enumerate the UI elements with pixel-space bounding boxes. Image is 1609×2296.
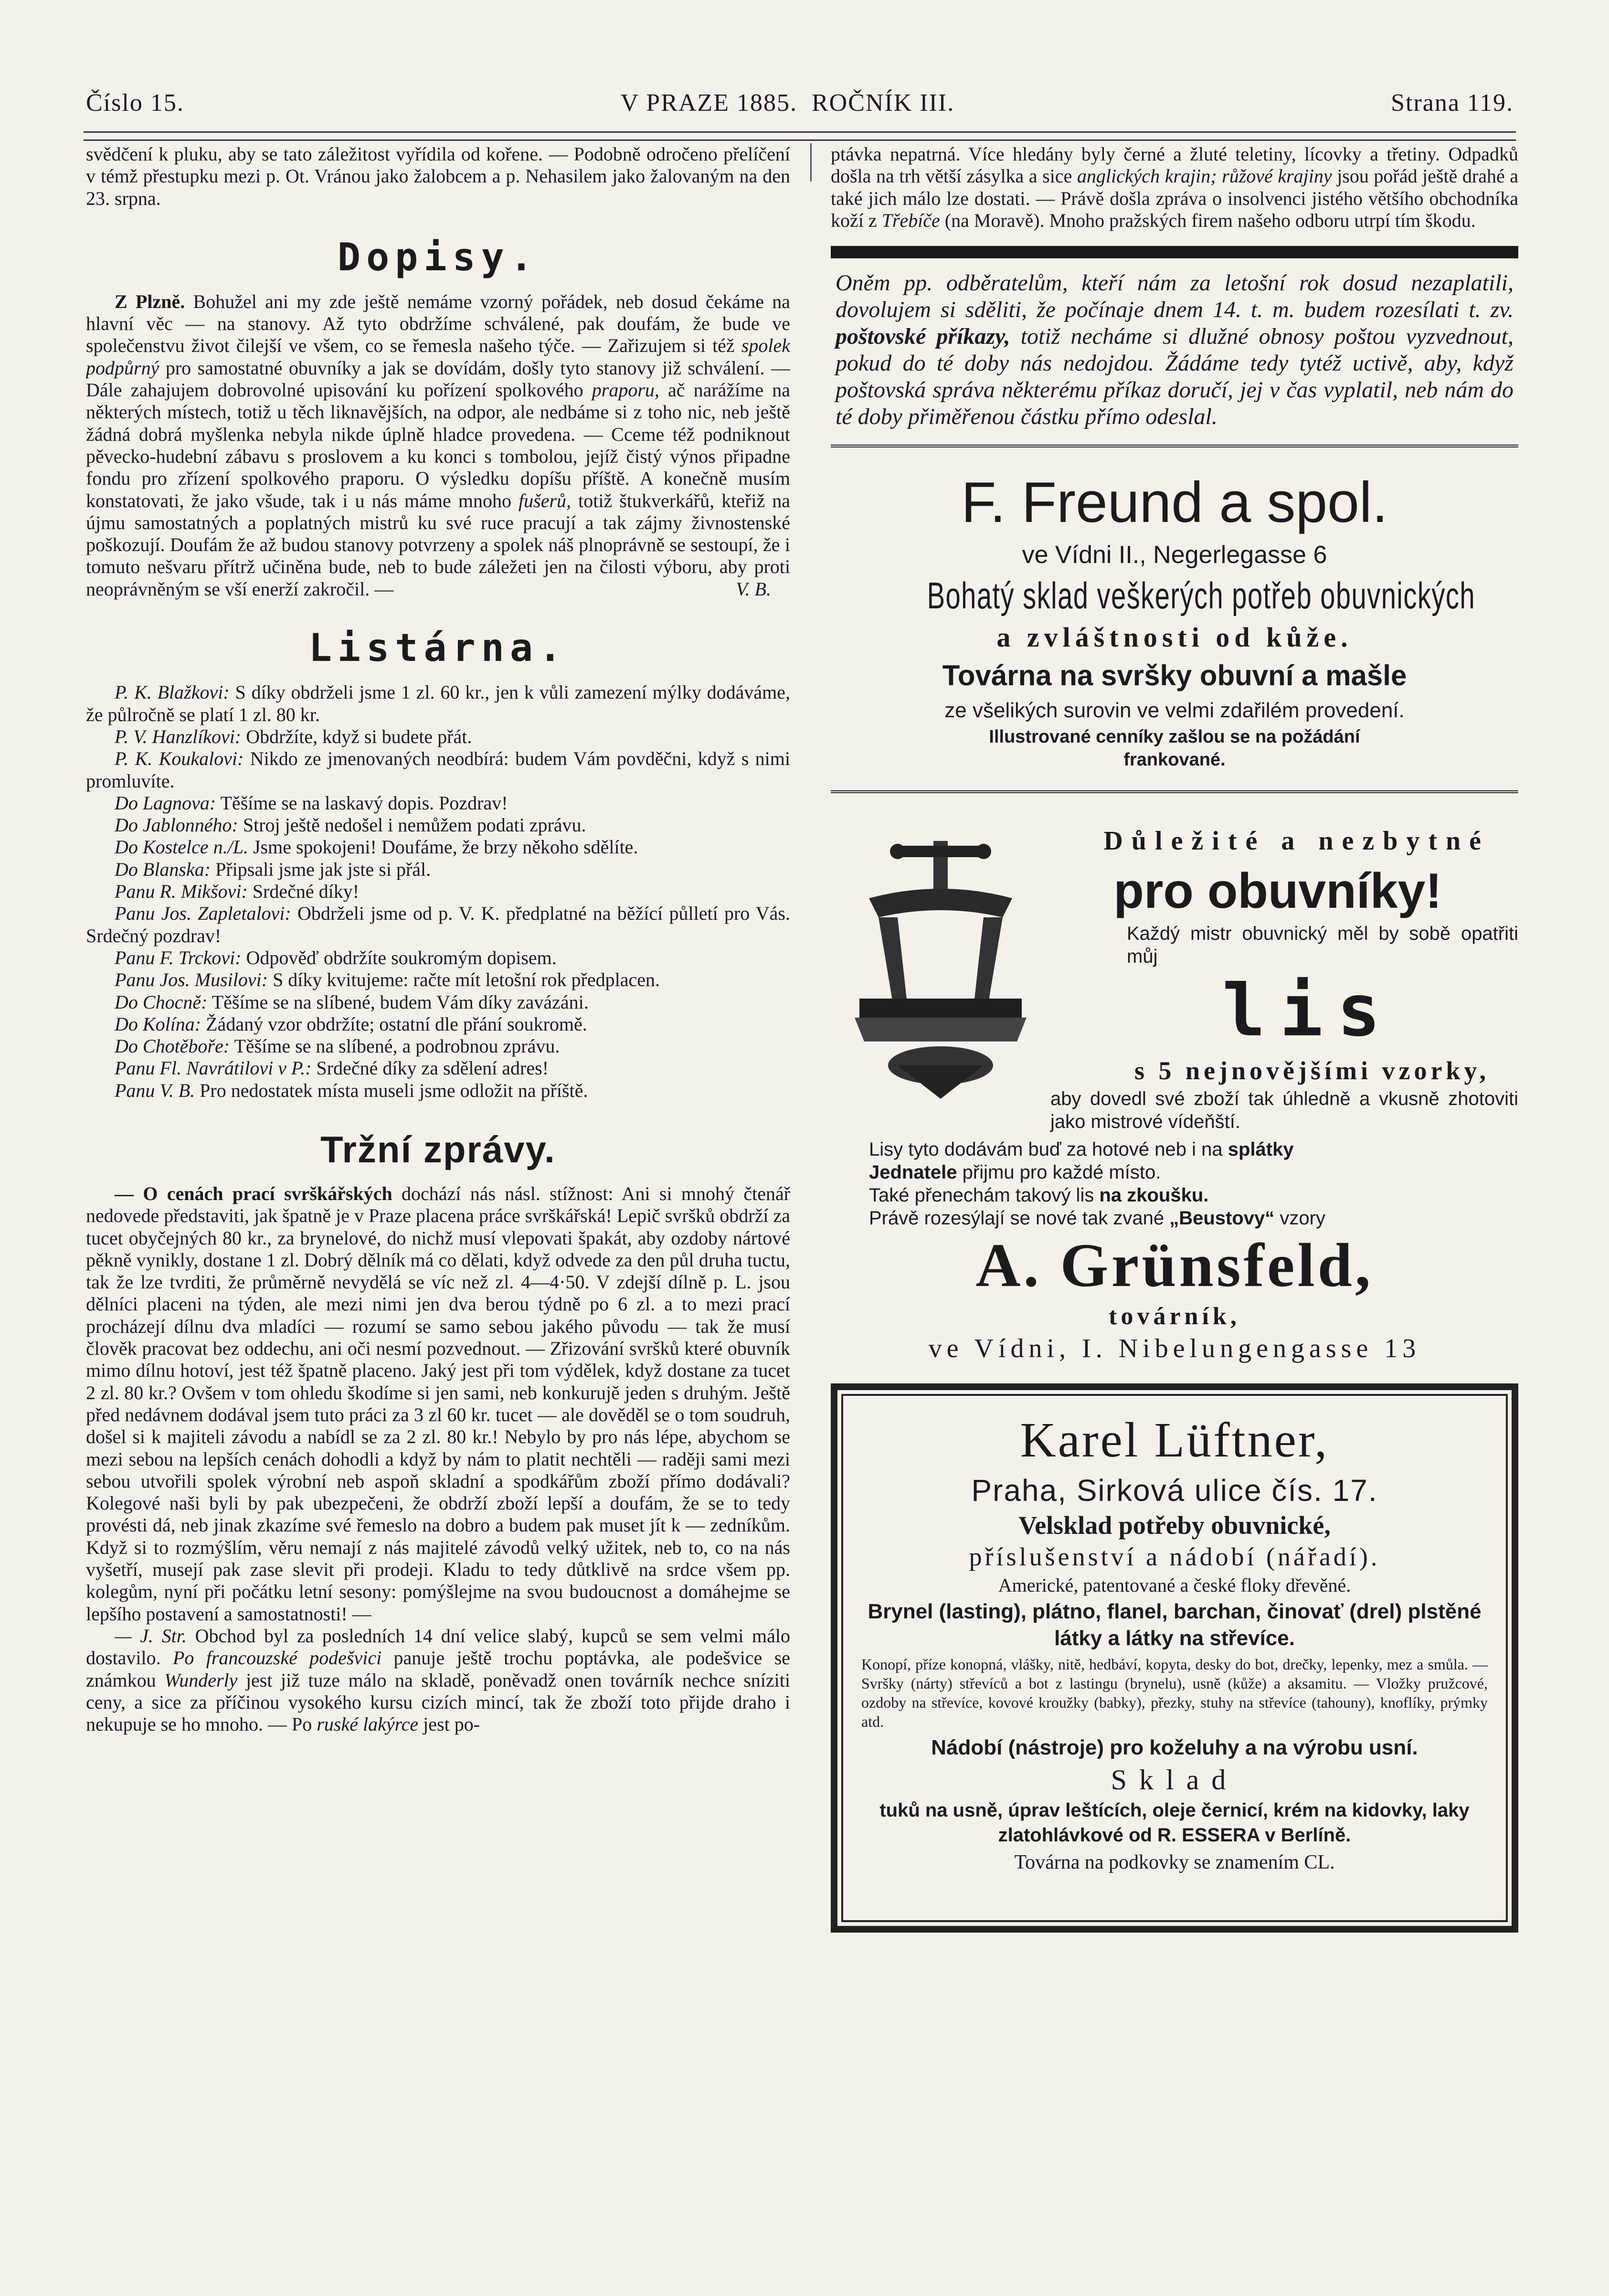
dopisy-emphasis: praporu, <box>592 379 659 401</box>
listarna-text: Těšíme se na slíbené, a podrobnou zprávu. <box>234 1035 560 1057</box>
dopisy-emphasis: fušerů, <box>519 489 572 511</box>
continuation-text: jsou pořád ještě drahé a také jich málo lze dostati. — Právě došla zpráva o insolvenci jistého většího obchodníka koží z <box>831 165 1518 231</box>
subscriber-notice <box>836 270 1514 430</box>
freund-factory: Továrna na svršky obuvní a mašle <box>942 659 1407 692</box>
listarna-title: Listárna. <box>308 626 568 670</box>
listarna-recipient: Do Chocně: <box>115 991 208 1013</box>
grunsfeld-line <box>831 1138 1518 1161</box>
listarna-item <box>86 814 790 836</box>
trzni-paragraph <box>86 1625 790 1735</box>
grunsfeld-line-emphasis: „Beustovy“ <box>1169 1208 1275 1229</box>
trzni-title: Tržní zprávy. <box>320 1128 556 1170</box>
dopisy-signature: V. B. <box>736 578 771 600</box>
press-illustration-icon <box>840 841 1041 1108</box>
listarna-recipient: Panu Jos. Musilovi: <box>115 969 268 991</box>
listarna-item <box>86 726 790 748</box>
grunsfeld-patterns: s 5 nejnovějšími vzorky, <box>1134 1056 1490 1085</box>
right-column <box>831 143 1518 2264</box>
column-divider <box>810 143 812 181</box>
grunsfeld-line-text: Právě rozesýlají se nové tak zvané <box>869 1208 1164 1229</box>
listarna-item <box>86 792 790 814</box>
dopisy-title: Dopisy. <box>337 234 539 279</box>
grunsfeld-title: továrník, <box>1109 1303 1240 1330</box>
grunsfeld-name: A. Grünsfeld, <box>975 1231 1374 1300</box>
grunsfeld-line <box>831 1184 1518 1207</box>
listarna-recipient: Do Blanska: <box>115 858 211 880</box>
freund-slogan: Bohatý sklad veškerých potřeb obuvnických <box>927 574 1476 617</box>
trzni-text: panuje ještě trochu poptávka, ale podešvice se známkou <box>86 1647 790 1691</box>
dopisy-text: totiž štukverkářů, kteřiž na újmu samostatných a poplatných mistrů ku své ruce pracují a tak zájmy živnostenské poškozují. Doufám že až budou stanovy potvrzeny a spolek náš plnoprávně se sestoupí, že i tomuto nešvaru přítrž učiněna bude, neb to bude záležeti jen na čilosti výboru, aby proti neoprávněným se vší enerží zakročil. — <box>86 489 790 600</box>
notice-text: totiž necháme si dlužné obnosy poštou vyzvednout, pokud do té doby nás nedojdou. Žádáme tedy tytéž uctivě, aby, když poštovská správa některému příkaz doručí, jej v čas vyplatil, neb nám do té doby přiměřenou částku přímo odeslal. <box>836 324 1514 430</box>
listarna-text: Odpověď obdržíte soukromým dopisem. <box>246 946 557 968</box>
notice-emphasis: poštovské příkazy, <box>836 324 1010 350</box>
luftner-pegs: Americké, patentované a české floky dřevěné. <box>998 1574 1351 1596</box>
grunsfeld-line-emphasis: na zkoušku. <box>1099 1185 1209 1206</box>
grunsfeld-press-word: lis <box>1222 969 1395 1053</box>
page-number: Strana 119. <box>1391 89 1514 117</box>
notice-text: Oněm pp. odběratelům, kteří nám za letošní rok dosud nezaplatili, dovolujem si sděliti, že počínaje dnem 14. t. m. budem rozesílati t. zv. <box>836 270 1514 323</box>
dopisy-paragraph <box>86 291 790 600</box>
freund-catalog: Illustrované cenníky zašlou se na požádání <box>989 727 1360 747</box>
listarna-text: Těšíme se na laskavý dopis. Pozdrav! <box>220 792 508 814</box>
listarna-text: Pro nedostatek místa museli jsme odložit na příště. <box>200 1079 588 1101</box>
listarna-recipient: Panu R. Mikšovi: <box>115 881 248 903</box>
listarna-item <box>86 969 790 991</box>
trzni-lead: — J. Str. <box>115 1625 187 1647</box>
grunsfeld-text: aby dovedl své zboží tak úhledně a vkusně zhotoviti jako mistrové vídeňští. <box>1050 1088 1518 1133</box>
grunsfeld-line-text: Lisy tyto dodávám buď za hotové neb i na <box>869 1139 1223 1160</box>
listarna-item <box>86 903 790 947</box>
listarna-text: Připsali jsme jak jste si přál. <box>215 858 431 880</box>
listarna-text: Jsme spokojeni! Doufáme, že brzy někoho sdělíte. <box>253 836 638 858</box>
intro-paragraph: svědčení k pluku, aby se tato záležitost vyřídila od kořene. — Podobně odročeno přelíčení v témž přestupku mezi p. Ot. Vránou jako žalobcem a p. Nehasilem jako žalovaným na den 23. srpna. <box>86 143 790 209</box>
listarna-recipient: Panu F. Trckovi: <box>115 946 242 968</box>
listarna-item <box>86 748 790 792</box>
grunsfeld-address: ve Vídni, I. Nibelungengasse 13 <box>928 1334 1421 1364</box>
listarna-item <box>86 836 790 858</box>
grunsfeld-text: Každý mistr obuvnický měl by sobě opatřiti můj <box>1127 923 1518 967</box>
grunsfeld-headline: Důležité a nezbytné <box>1103 826 1490 856</box>
trzni-lead: — O cenách prací svrškářských <box>115 1182 392 1204</box>
listarna-recipient: P. K. Koukalovi: <box>115 748 244 770</box>
listarna-item <box>86 991 790 1013</box>
listarna-text: Nikdo ze jmenovaných neodbírá: budem Vám povděčni, když s nimi promluvíte. <box>86 748 790 792</box>
trzni-emphasis: ruské lakýrce <box>317 1713 419 1735</box>
listarna-recipient: Do Chotěboře: <box>115 1035 230 1057</box>
grunsfeld-line-text: přijmu pro každé místo. <box>962 1162 1161 1183</box>
grunsfeld-line <box>831 1161 1518 1184</box>
dopisy-text: Bohužel ani my zde ještě nemáme vzorný pořádek, neb dosud čekáme na hlavní věc — na stanovy. Až tyto obdržíme schválené, pak doufám, že bude ve společenstvu život čilejší ve všem, co se řemesla našeho týče. — Zařizujem si též <box>86 290 790 357</box>
freund-catalog-2: frankované. <box>1123 750 1226 770</box>
grunsfeld-advertisement <box>831 808 1518 1370</box>
listarna-recipient: Panu Jos. Zapletalovi: <box>115 903 291 925</box>
thick-rule <box>831 246 1518 258</box>
grunsfeld-for-shoemakers: pro obuvníky! <box>1113 863 1442 919</box>
page-header <box>86 81 1514 124</box>
grunsfeld-line-text: vzory <box>1280 1208 1325 1229</box>
luftner-fabrics: Brynel (lasting), plátno, flanel, barchan, činovať (drel) plstěné látky a látky na střevíce. <box>868 1600 1482 1650</box>
luftner-warehouse: Velsklad potřeby obuvnické, <box>1018 1511 1331 1540</box>
listarna-text: Obdrželi jsme od p. V. K. předplatné na běžící půlletí pro Vás. Srdečný pozdrav! <box>86 903 790 946</box>
grunsfeld-line-emphasis: Jednatele <box>869 1162 957 1183</box>
listarna-text: Obdržíte, když si budete přát. <box>246 725 472 747</box>
listarna-item <box>86 881 790 903</box>
listarna-item <box>86 1080 790 1102</box>
issue-number: Číslo 15. <box>86 89 184 117</box>
trzni-text: jest po- <box>423 1713 480 1735</box>
listarna-item <box>86 1035 790 1057</box>
continuation-emphasis: anglických krajin; růžové krajiny <box>1077 165 1332 187</box>
listarna-item <box>86 1057 790 1079</box>
dopisy-text: pro samostatné obuvníky a jak se dovídám, došly tyto stanovy již schválení. — Dále zahajujem dobrovolné upisování ku pořízení spolkového <box>86 357 790 401</box>
listarna-item <box>86 947 790 969</box>
trzni-paragraph <box>86 1183 790 1625</box>
volume: ROČNÍK III. <box>811 89 955 117</box>
listarna-list <box>86 681 790 1102</box>
luftner-advertisement <box>831 1383 1518 1933</box>
listarna-recipient: Panu Fl. Navrátilovi v P.: <box>115 1057 312 1079</box>
luftner-address: Praha, Sirková ulice čís. 17. <box>971 1473 1378 1508</box>
dopisy-text: ač narážíme na některých místech, totiž u těch liknavějších, na odpor, ale nedbáme si z toho nic, neb ještě žádná dobrá myšlenka nebyla nikde úplně hladce provedena. — Cceme též podniknout pěvecko-hudební zábavu s proslovem a ku konci s tombolou, jejíž čistý výnos připadne fondu pro zřízení spolkového praporu. O výsledku dopíšu příště. A konečně musím konstatovati, že jako všude, tak i u nás máme mnoho <box>86 379 790 511</box>
listarna-recipient: Do Lagnova: <box>115 792 216 814</box>
listarna-text: Srdečné díky! <box>252 881 360 903</box>
listarna-text: S díky obdrželi jsme 1 zl. 60 kr., jen k vůli zamezení mýlky dodáváme, že půlročně se platí 1 zl. 80 kr. <box>86 681 790 725</box>
grunsfeld-line <box>831 1207 1518 1230</box>
left-column <box>86 143 790 2264</box>
listarna-text: Stroj ještě nedošel i nemůžem podati zprávu. <box>243 814 586 836</box>
grunsfeld-line-emphasis: splátky <box>1228 1139 1294 1160</box>
listarna-recipient: Do Kostelce n./L. <box>115 836 248 858</box>
freund-title: F. Freund a spol. <box>961 470 1388 535</box>
header-rule <box>84 131 1516 141</box>
luftner-accessories: příslušenství a nádobí (nářadí). <box>969 1542 1380 1572</box>
listarna-text: Žádaný vzor obdržíte; ostatní dle přání soukromě. <box>206 1013 587 1035</box>
freund-materials: ze všelikých surovin ve velmi zdařilém provedení. <box>944 699 1405 723</box>
trzni-text: Obchod byl za posledních 14 dní velice slabý, kupců se sem velmi málo dostavilo. <box>86 1625 790 1669</box>
listarna-recipient: Do Kolína: <box>115 1013 201 1035</box>
listarna-recipient: Do Jablonného: <box>115 814 238 836</box>
place-year: V PRAZE 1885. <box>620 89 797 117</box>
header-center <box>621 89 955 117</box>
trzni-text: dochází nás násl. stížnost: Ani si mnohý čtenář nedovede představiti, jak špatně je v Praze placena práce svrškářská! Lepič svršků obdrží za tucet obyčejných 80 kr., za brynelové, do nichž musí vlepovati špakát, aby ozdoby nártové pěkně vynikly, dostane 1 zl. Dobrý dělník má co dělati, když odvede za den půl druha tuctu, tak že lze tvrditi, že průměrně nevydělá se víc než zl. 4—4·50. V zdejší dílně p. L. jsou dělníci placeni na týden, ale mezi nimi jen dva berou týdně po 6 zl. a to mezi prací procházejí dílnu dva mladíci — rozumí se samo sebou jakého původu — tak že musí člověk pracovat bez oddechu, ani oči nesmí pozvednout. — Zřizování svršků které obuvník mimo dílnu hotoví, jest též špatně placeno. Jaký jest při tom výdělek, když dostane za tucet 2 zl. 80 kr.? Ovšem v tom ohledu škodíme si jen sami, neb konkurujě jeden s druhým. Ještě před nedávnem dodával jsem tuto práci za 3 zl 60 kr. tucet — ale dověděl se o tom soudruh, došel si k majiteli závodu a nabídl se za 2 zl. 80 kr.! Nebylo by pro nás lépe, abychom se mezi sebou na lepších cenách dohodli a když by nám to platit nechtěli — raději sami mezi sebou utvořili spolek výrobní neb aspoň skladní a spodkářům zboží přímo dodávali? Kolegové naši byli by pak ubezpečeni, že obdrží zboží lepší a doufám, že se to tedy provésti dá, neb jinak zkazíme své řemeslo na dobro a budem pak muset jít k — zedníkům. Když si to rozmýšlím, věru nemají z nás majitelé závodů velký užitek, neb to, co na nás vyšetří, musejí pak zase slevit při prodeji. Kladu to tedy důtklivě na srdce všem pp. kolegům, nyní při počátku letní sesony: pomýšlejme na svou budoucnost a domáhejme se lepšího postavení a samostatnosti! — <box>86 1182 790 1625</box>
luftner-factory: Továrna na podkovky se znamením CL. <box>1014 1851 1335 1874</box>
listarna-text: Srdečné díky za sdělení adres! <box>316 1057 549 1079</box>
luftner-supplies: tuků na usně, úprav leštících, oleje černicí, krém na kidovky, laky zlatohlávkové od R. ESSERA v Berlíně. <box>879 1800 1470 1846</box>
listarna-recipient: Panu V. B. <box>115 1079 195 1101</box>
grunsfeld-line-text: Také přenechám takový lis <box>869 1185 1094 1206</box>
trzni-emphasis: Po francouzské podešvici <box>173 1647 382 1669</box>
luftner-tools: Nádobí (nástroje) pro koželuhy a na výrobu usní. <box>931 1736 1418 1760</box>
listarna-text: S díky kvitujeme: račte mít letošní rok předplacen. <box>273 969 660 991</box>
listarna-item <box>86 681 790 726</box>
listarna-text: Těšíme se na slíbené, budem Vám díky zavázáni. <box>212 991 589 1013</box>
listarna-recipient: P. V. Hanzlíkovi: <box>115 725 242 747</box>
continuation-text: ptávka nepatrná. Více hledány byly černé a žluté teletiny, lícovky a třetiny. Odpadků došla na trh větší zásylka a sice <box>831 143 1518 187</box>
luftner-store: Sklad <box>1111 1764 1239 1796</box>
freund-address: ve Vídni II., Negerlegasse 6 <box>1022 541 1327 569</box>
continuation-emphasis: Třebíče <box>881 209 940 231</box>
listarna-recipient: P. K. Blažkovi: <box>115 681 230 703</box>
continuation-paragraph <box>831 143 1518 232</box>
continuation-text: (na Moravě). Mnoho pražských firem našeho odboru utrpí tím škodu. <box>944 209 1476 231</box>
luftner-product-list: Konopí, příze konopná, vlášky, nitě, hedbáví, kopyta, desky do bot, drečky, lepenky, mez a smůla. — Svršky (nárty) střevíců a bot z lastingu (brynelu), usně (kůže) a aksamitu. — Vložky pružcové, ozdoby na střevíce, kovové kroužky (babky), přezky, stuhy na střevíce (tahouny), knoflíky, prýmky atd. <box>861 1656 1488 1731</box>
listarna-item <box>86 1013 790 1035</box>
listarna-item <box>86 859 790 881</box>
freund-advertisement <box>831 445 1518 793</box>
trzni-text: jest již tuze málo na skladě, poněvadž onen továrník nechce sníziti ceny, a sice za příčinou vysokého kursu cizích mincí, tak že zboží toto přijde draho i nekupuje se ho mnoho. — Po <box>86 1669 790 1735</box>
freund-specialty: a zvláštnosti od kůže. <box>996 622 1353 653</box>
trzni-emphasis: Wunderly <box>164 1669 238 1691</box>
luftner-name: Karel Lüftner, <box>1020 1413 1329 1468</box>
dopisy-place: Z Plzně. <box>115 290 185 312</box>
dopisy-emphasis: spolek podpůrný <box>86 335 790 379</box>
